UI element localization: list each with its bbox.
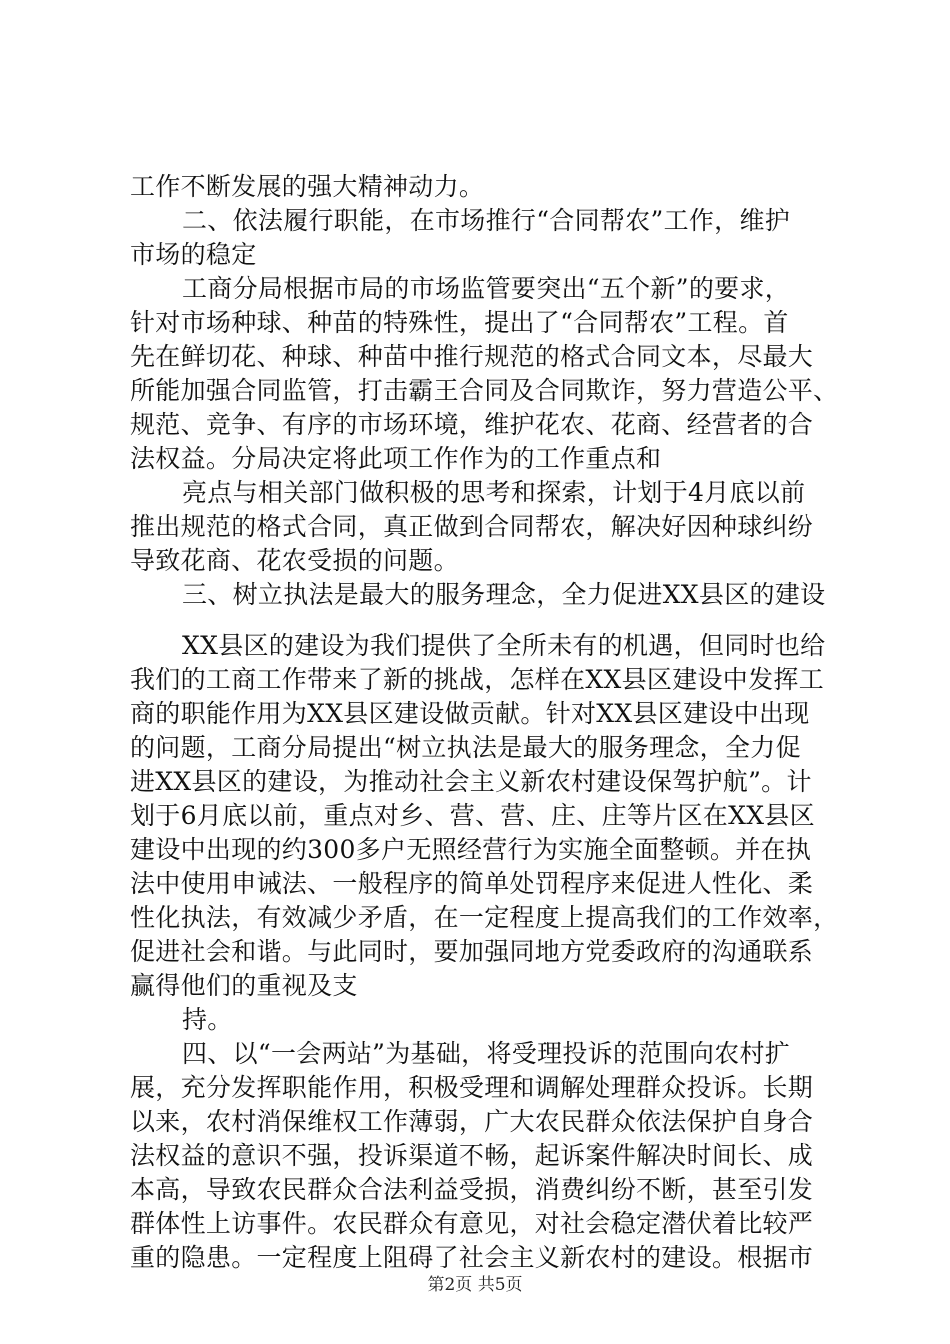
- text-line: 展，充分发挥职能作用，积极受理和调解处理群众投诉。长期: [130, 1073, 814, 1102]
- text-line: 商的职能作用为XX县区建设做贡献。针对XX县区建设中出现: [130, 699, 810, 728]
- text-line: 的问题，工商分局提出“树立执法是最大的服务理念，全力促: [130, 733, 801, 762]
- text-line: 本高，导致农民群众合法利益受损，消费纠纷不断，甚至引发: [130, 1175, 814, 1204]
- text-line: 赢得他们的重视及支: [130, 971, 358, 1000]
- text-line: 以来，农村消保维权工作薄弱，广大农民群众依法保护自身合: [130, 1107, 814, 1136]
- section-heading: 三、树立执法是最大的服务理念，全力促进XX县区的建设: [182, 580, 826, 609]
- text-line: 针对市场种球、种苗的特殊性，提出了“合同帮农”工程。首: [130, 308, 789, 337]
- text-line: 促进社会和谐。与此同时，要加强同地方党委政府的沟通联系: [130, 937, 814, 966]
- text-line: 导致花商、花农受损的问题。: [130, 546, 459, 575]
- text-line: 我们的工商工作带来了新的挑战，怎样在XX县区建设中发挥工: [130, 665, 824, 694]
- text-line: 所能加强合同监管，打击霸王合同及合同欺诈，努力营造公平、: [130, 376, 839, 405]
- text-line: 亮点与相关部门做积极的思考和探索，计划于4月底以前: [182, 478, 806, 507]
- text-line: 法权益。分局决定将此项工作作为的工作重点和: [130, 444, 662, 473]
- text-line: 持。: [182, 1005, 233, 1034]
- text-line: XX县区的建设为我们提供了全所未有的机遇，但同时也给: [182, 631, 826, 660]
- text-line: 划于6月底以前，重点对乡、营、营、庄、庄等片区在XX县区: [130, 801, 815, 830]
- section-heading-cont: 市场的稳定: [130, 240, 257, 269]
- text-line: 推出规范的格式合同，真正做到合同帮农，解决好因种球纠纷: [130, 512, 814, 541]
- text-line: 工商分局根据市局的市场监管要突出“五个新”的要求，: [182, 274, 791, 303]
- page-number-footer: 第2页 共5页: [427, 1275, 523, 1295]
- text-line: 规范、竞争、有序的市场环境，维护花农、花商、经营者的合: [130, 410, 814, 439]
- text-line: 进XX县区的建设，为推动社会主义新农村建设保驾护航”。计: [130, 767, 812, 796]
- section-heading: 二、依法履行职能，在市场推行“合同帮农”工作，维护: [182, 206, 791, 235]
- text-line: 重的隐患。一定程度上阻碍了社会主义新农村的建设。根据市: [130, 1243, 814, 1272]
- text-line: 先在鲜切花、种球、种苗中推行规范的格式合同文本，尽最大: [130, 342, 814, 371]
- text-line: 工作不断发展的强大精神动力。: [130, 172, 485, 201]
- text-line: 群体性上访事件。农民群众有意见，对社会稳定潜伏着比较严: [130, 1209, 814, 1238]
- text-line: 性化执法，有效减少矛盾，在一定程度上提高我们的工作效率，: [130, 903, 839, 932]
- section-heading: 四、以“一会两站”为基础，将受理投诉的范围向农村扩: [182, 1039, 791, 1068]
- text-line: 法权益的意识不强，投诉渠道不畅，起诉案件解决时间长、成: [130, 1141, 814, 1170]
- text-line: 法中使用申诫法、一般程序的简单处罚程序来促进人性化、柔: [130, 869, 814, 898]
- text-line: 建设中出现的约300多户无照经营行为实施全面整顿。并在执: [130, 835, 812, 864]
